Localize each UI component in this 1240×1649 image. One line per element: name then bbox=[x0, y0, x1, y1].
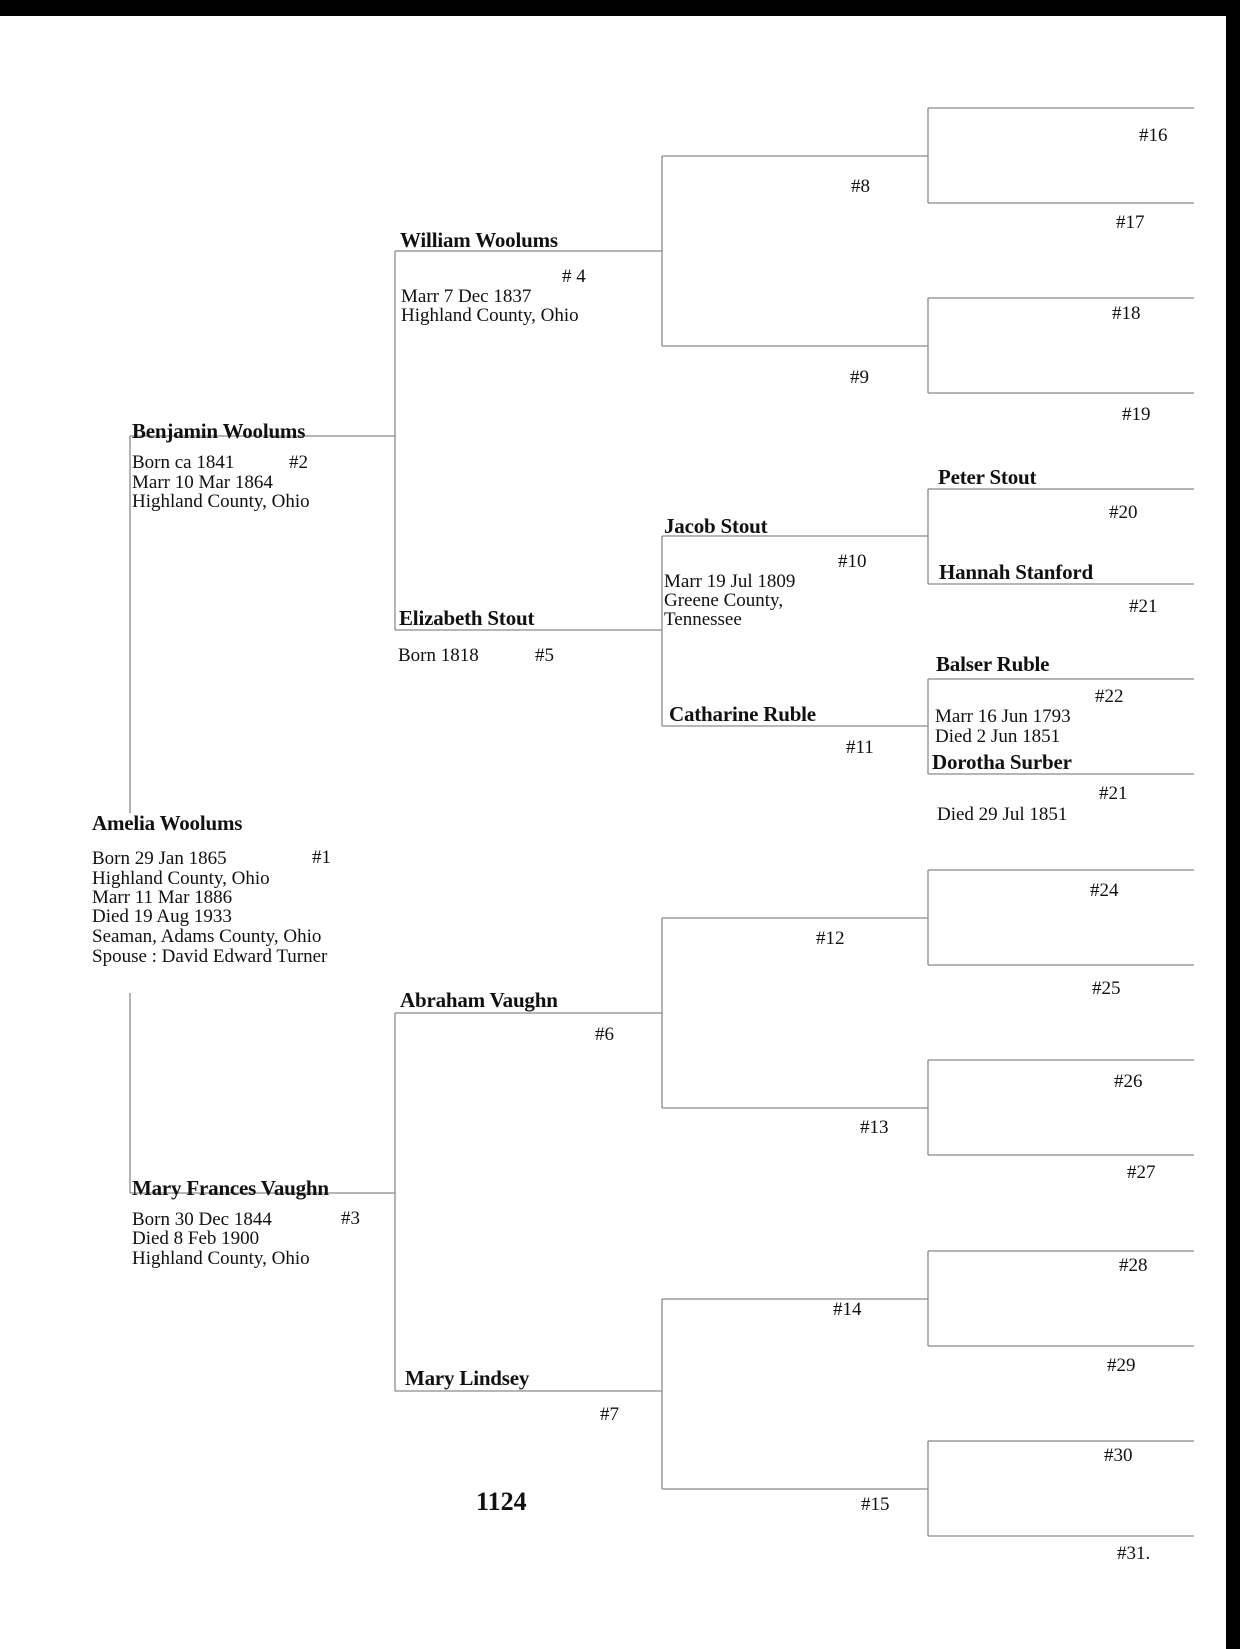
person-29-number: #29 bbox=[1107, 1355, 1136, 1376]
person-1-died: Died 19 Aug 1933 bbox=[92, 906, 232, 927]
person-22-marriage: Marr 16 Jun 1793 bbox=[935, 706, 1071, 727]
person-9-number: #9 bbox=[850, 367, 869, 388]
person-10-place: Greene County, bbox=[664, 590, 784, 611]
person-1-birthplace: Highland County, Ohio bbox=[92, 868, 270, 889]
person-22-name: Balser Ruble bbox=[936, 652, 1050, 676]
person-2-born: Born ca 1841 bbox=[132, 452, 235, 473]
pedigree-chart-page bbox=[0, 16, 1226, 1649]
person-2-name: Benjamin Woolums bbox=[132, 419, 306, 443]
person-3-died: Died 8 Feb 1900 bbox=[132, 1228, 260, 1249]
person-4-marriage: Marr 7 Dec 1837 bbox=[401, 286, 532, 307]
person-10-number: #10 bbox=[838, 551, 867, 572]
person-1-deathplace: Seaman, Adams County, Ohio bbox=[92, 926, 322, 947]
person-4-name: William Woolums bbox=[400, 228, 558, 252]
person-7-name: Mary Lindsey bbox=[405, 1366, 530, 1390]
person-27-number: #27 bbox=[1127, 1162, 1156, 1183]
person-26-number: #26 bbox=[1114, 1071, 1143, 1092]
person-5-name: Elizabeth Stout bbox=[399, 606, 535, 630]
person-17-number: #17 bbox=[1116, 212, 1145, 233]
person-2-number: #2 bbox=[289, 452, 308, 473]
person-3-born: Born 30 Dec 1844 bbox=[132, 1209, 272, 1230]
person-18-number: #18 bbox=[1112, 303, 1141, 324]
person-1-name: Amelia Woolums bbox=[92, 811, 243, 835]
person-3-place: Highland County, Ohio bbox=[132, 1248, 310, 1269]
person-4-place: Highland County, Ohio bbox=[401, 305, 579, 326]
person-3-number: #3 bbox=[341, 1208, 360, 1229]
person-2-place: Highland County, Ohio bbox=[132, 491, 310, 512]
person-23-died: Died 29 Jul 1851 bbox=[937, 804, 1068, 825]
person-13-number: #13 bbox=[860, 1117, 889, 1138]
person-8-number: #8 bbox=[851, 176, 870, 197]
person-5-number: #5 bbox=[535, 645, 554, 666]
person-16-number: #16 bbox=[1139, 125, 1168, 146]
person-22-number: #22 bbox=[1095, 686, 1124, 707]
person-20-number: #20 bbox=[1109, 502, 1138, 523]
person-12-number: #12 bbox=[816, 928, 845, 949]
page-number: 1124 bbox=[476, 1487, 527, 1516]
person-15-number: #15 bbox=[861, 1494, 890, 1515]
person-30-number: #30 bbox=[1104, 1445, 1133, 1466]
person-1-born: Born 29 Jan 1865 bbox=[92, 848, 227, 869]
person-23-name: Dorotha Surber bbox=[932, 750, 1072, 774]
person-1-spouse: Spouse : David Edward Turner bbox=[92, 946, 328, 967]
person-11-number: #11 bbox=[846, 737, 874, 758]
person-21-name: Hannah Stanford bbox=[939, 560, 1093, 584]
person-28-number: #28 bbox=[1119, 1255, 1148, 1276]
person-1-marriage: Marr 11 Mar 1886 bbox=[92, 887, 233, 908]
person-10-place-state: Tennessee bbox=[664, 609, 742, 630]
person-24-number: #24 bbox=[1090, 880, 1119, 901]
person-2-marriage: Marr 10 Mar 1864 bbox=[132, 472, 273, 493]
person-3-name: Mary Frances Vaughn bbox=[132, 1176, 329, 1200]
person-25-number: #25 bbox=[1092, 978, 1121, 999]
person-22-died: Died 2 Jun 1851 bbox=[935, 726, 1061, 747]
person-14-number: #14 bbox=[833, 1299, 862, 1320]
person-21-number: #21 bbox=[1129, 596, 1158, 617]
person-5-born: Born 1818 bbox=[398, 645, 479, 666]
person-10-name: Jacob Stout bbox=[664, 514, 768, 538]
person-6-name: Abraham Vaughn bbox=[400, 988, 558, 1012]
person-10-marriage: Marr 19 Jul 1809 bbox=[664, 571, 796, 592]
person-31-number: #31. bbox=[1117, 1543, 1151, 1564]
person-19-number: #19 bbox=[1122, 404, 1151, 425]
person-7-number: #7 bbox=[600, 1404, 619, 1425]
person-20-name: Peter Stout bbox=[938, 465, 1037, 489]
person-11-name: Catharine Ruble bbox=[669, 702, 816, 726]
person-4-number: # 4 bbox=[562, 266, 586, 287]
person-1-number: #1 bbox=[312, 847, 331, 868]
person-23-number: #21 bbox=[1099, 783, 1128, 804]
person-6-number: #6 bbox=[595, 1024, 614, 1045]
